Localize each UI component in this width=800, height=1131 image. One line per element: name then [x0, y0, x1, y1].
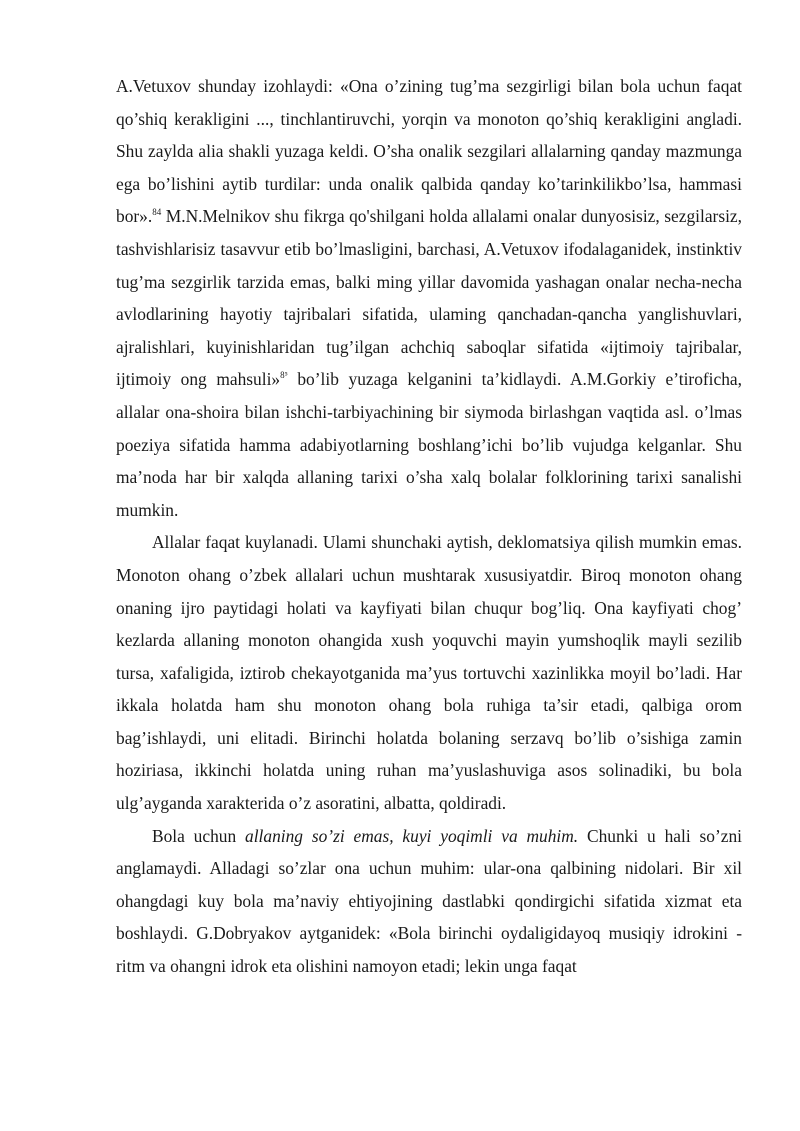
paragraph-text: Bola uchun	[152, 825, 246, 846]
paragraph-text: Chunki u hali so’zni anglamaydi. Alladagi so’zlar ona uchun muhim: ular-ona qalbining nidolari. Bir xil ohangdagi kuy bola ma’naviy ehtiyojining dastlabki qondirgichi sifatida xizmat eta boshlaydi. G.Dobryakov aytganidek: «Bola birinchi oydaligidayoq musiqiy idrokini - ritm va ohangni idrok eta olishini namoyon etadi; lekin unga faqat	[116, 825, 742, 977]
footnote-marker: 84	[152, 207, 162, 218]
paragraph-text: M.N.Melnikov shu fikrga qo'shilgani holda allalami onalar dunyosisiz, sezgilarsiz, tashvishlarisiz tasavvur etib bo’lmasligini, barchasi, A.Vetuxov ifodalaganidek, instinktiv tug’ma sezgirlik tarzida emas, balki ming yillar davomida yashagan onalar necha-necha avlodlarining hayotiy tajribalari sifatida, ulaming qanchadan-qancha yanglishuvlari, ajralishlari, kuyinishlaridan tug’ilgan achchiq saboqlar sifatida «ijtimoiy tajribalar, ijtimoiy ong mahsuli»	[116, 206, 742, 390]
paragraph-text: Allalar faqat kuylanadi. Ulami shunchaki aytish, deklomatsiya qilish mumkin emas. Monoton ohang o’zbek allalari uchun mushtarak xususiyatdir. Biroq monoton ohang onaning ijro paytidagi holati va kayfiyati bilan chuqur bog’liq. Ona kayfiyati chog’ kezlarda allaning monoton ohangida xush yoquvchi mayin yumshoqlik mayli sezilib tursa, xafaligida, iztirob chekayotganida ma’yus tortuvchi xazinlikka moyil bo’ladi. Har ikkala holatda ham shu monoton ohang bola ruhiga ta’sir etadi, qalbiga orom bag’ishlaydi, uni elitadi. Birinchi holatda bolaning serzavq bo’lib o’sishiga zamin hoziriasa, ikkinchi holatda uning ruhan ma’yuslashuviga asos solinadiki, bu bola ulg’ayganda xarakterida o’z asoratini, albatta, qoldiradi.	[116, 532, 742, 814]
paragraph-allalar	[116, 526, 742, 819]
footnote-marker: 8⁵	[280, 370, 288, 381]
document-page	[116, 70, 742, 983]
paragraph-bola-uchun	[116, 820, 742, 983]
paragraph-text: bo’lib yuzaga kelganini ta’kidlaydi. A.M.Gorkiy e’tiroficha, allalar ona-shoira bilan ishchi-tarbiyachining bir siymoda birlashgan vaqtida asl. o’lmas poeziya sifatida hamma adabiyotlarning boshlang’ichi bo’lib vujudga kelganlar. Shu ma’noda har bir xalqda allaning tarixi o’sha xalq bolalar folklorining tarixi sanalishi mumkin.	[116, 369, 742, 520]
paragraph-text: A.Vetuxov shunday izohlaydi: «Ona o’zining tug’ma sezgirligi bilan bola uchun faqat qo’shiq kerakligini ..., tinchlantiruvchi, yorqin va monoton qo’shiq kerakligini angladi. Shu zaylda alia shakli yuzaga keldi. O’sha onalik sezgilari allalarning qanday mazmunga ega bo’lishini aytib turdilar: unda onalik qalbida qanday ko’tarinkilikbo’lsa, hammasi bor».	[116, 76, 742, 227]
paragraph-vetuxov	[116, 70, 742, 526]
emphasis-text: allaning so’zi emas, kuyi yoqimli va muhim.	[245, 825, 579, 846]
